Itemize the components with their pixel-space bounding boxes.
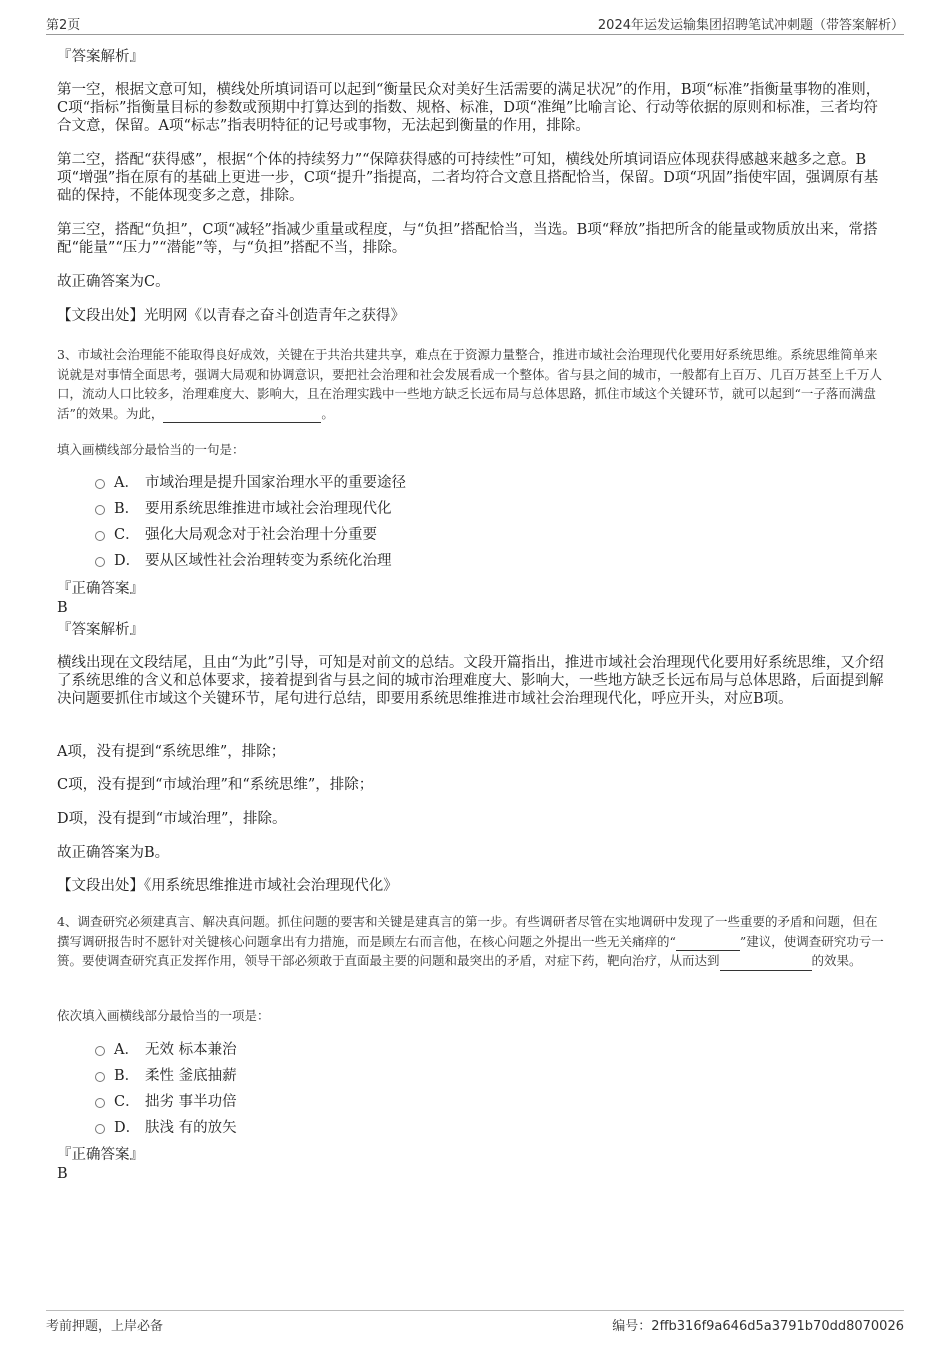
q3-prompt: 填入画横线部分最恰当的一句是： xyxy=(57,442,245,457)
radio-icon[interactable] xyxy=(95,505,105,515)
page-footer xyxy=(46,1310,904,1335)
q4-option-a[interactable]: A． 无效 标本兼治 xyxy=(95,1040,695,1066)
q4-blank-1 xyxy=(676,936,740,951)
footer-serial: 编号：2ffb316f9a646d5a3791b70dd8070026 xyxy=(612,1319,904,1334)
q3-conclusion: 故正确答案为B。 xyxy=(57,845,170,861)
q4-options xyxy=(95,1040,695,1144)
radio-icon[interactable] xyxy=(95,1046,105,1056)
q2-analysis-para1: 第一空，根据文意可知，横线处所填词语可以起到“衡量民众对美好生活需要的满足状况”的作用，B项“标准”指衡量事物的准则，C项“指标”指衡量目标的参数或预期中打算达到的指数、规格、标准，D项“准绳”比喻言论、行动等依据的原则和标准，三者均符合文意，保留。A项“标志”指表明特征的记号或事物，无法起到衡量的作用，排除。 xyxy=(57,82,881,134)
q4-option-d[interactable]: D． 肤浅 有的放矢 xyxy=(95,1118,695,1144)
q2-conclusion: 故正确答案为C。 xyxy=(57,274,170,290)
q3-option-a[interactable]: A． 市域治理是提升国家治理水平的重要途径 xyxy=(95,473,695,499)
radio-icon[interactable] xyxy=(95,479,105,489)
q3-line-d: D项，没有提到“市域治理”，排除。 xyxy=(57,811,287,827)
page-number: 第2页 xyxy=(46,18,81,33)
q2-analysis-title: 『答案解析』 xyxy=(57,49,144,65)
radio-icon[interactable] xyxy=(95,557,105,567)
radio-icon[interactable] xyxy=(95,1124,105,1134)
q4-answer-title: 『正确答案』 xyxy=(57,1147,144,1163)
q3-answer-blank xyxy=(163,408,321,423)
footer-slogan: 考前押题，上岸必备 xyxy=(46,1319,164,1334)
q3-analysis-title: 『答案解析』 xyxy=(57,622,144,638)
q3-stem: 3、市域社会治理能不能取得良好成效，关键在于共治共建共享，难点在于资源力量整合，推进市域社会治理现代化要用好系统思维。系统思维简单来说就是对事情全面思考，强调大局观和协调意识，要把社会治理和社会发展看成一个整体。省与县之间的城市，一般都有上百万、几百万甚至上千万人口，流动人口比较多，治理难度大、影响大，且在治理实践中一些地方缺乏长远布局与总体思路，抓住市域这个关键环节，就可以起到“一子落而满盘活”的效果。为此， 。 xyxy=(57,345,889,423)
radio-icon[interactable] xyxy=(95,1072,105,1082)
q2-analysis-para2: 第二空，搭配“获得感”，根据“个体的持续努力”“保障获得感的可持续性”可知，横线处所填词语应体现获得感越来越多之意。B项“增强”指在原有的基础上更进一步，C项“提升”指提高，二者均符合文意且搭配恰当，保留。D项“巩固”指使牢固，强调原有基础的保持，不能体现变多之意，排除。 xyxy=(57,152,879,204)
q4-stem: 4、调查研究必须建真言、解决真问题。抓住问题的要害和关键是建真言的第一步。有些调研者尽管在实地调研中发现了一些重要的矛盾和问题，但在撰写调研报告时不愿针对关键核心问题拿出有力措施，而是顾左右而言他，在核心问题之外提出一些无关痛痒的“ ”建议，使调查研究功亏一篑。要使调查研究真正发挥作用，领导干部必须敢于直面最主要的问题和最突出的矛盾，对症下药，靶向治疗，从而达到 的效果。 xyxy=(57,912,889,971)
q2-source: 【文段出处】光明网《以青春之奋斗创造青年之获得》 xyxy=(57,308,405,324)
q3-line-c: C项，没有提到“市域治理”和“系统思维”，排除； xyxy=(57,777,374,793)
q3-source: 【文段出处】《用系统思维推进市域社会治理现代化》 xyxy=(57,878,398,894)
q4-blank-2 xyxy=(720,956,812,971)
q3-option-b[interactable]: B． 要用系统思维推进市域社会治理现代化 xyxy=(95,499,695,525)
radio-icon[interactable] xyxy=(95,1098,105,1108)
q3-option-c[interactable]: C． 强化大局观念对于社会治理十分重要 xyxy=(95,525,695,551)
q4-option-b[interactable]: B． 柔性 釜底抽薪 xyxy=(95,1066,695,1092)
q4-prompt: 依次填入画横线部分最恰当的一项是： xyxy=(57,1008,270,1023)
page-header xyxy=(46,12,904,35)
q2-analysis-para3: 第三空，搭配“负担”，C项“减轻”指减少重量或程度，与“负担”搭配恰当，当选。B项“释放”指把所含的能量或物质放出来，常搭配“能量”“压力”“潜能”等，与“负担”搭配不当，排除。 xyxy=(57,222,878,256)
q3-analysis: 横线出现在文段结尾，且由“为此”引导，可知是对前文的总结。文段开篇指出，推进市域社会治理现代化要用好系统思维，又介绍了系统思维的含义和总体要求，接着提到省与县之间的城市治理难度大、影响大，一些地方缺乏长远布局与总体思路，后面提到解决问题要抓住市域这个关键环节，尾句进行总结，即要用系统思维推进市域社会治理现代化，呼应开头，对应B项。 xyxy=(57,655,884,707)
q3-option-d[interactable]: D． 要从区域性社会治理转变为系统化治理 xyxy=(95,551,695,577)
q4-option-c[interactable]: C． 拙劣 事半功倍 xyxy=(95,1092,695,1118)
radio-icon[interactable] xyxy=(95,531,105,541)
q4-answer: B xyxy=(57,1166,68,1182)
q3-answer-title: 『正确答案』 xyxy=(57,581,144,597)
q3-options xyxy=(95,473,695,577)
q3-line-a: A项，没有提到“系统思维”，排除； xyxy=(57,744,286,760)
q3-answer: B xyxy=(57,600,68,616)
document-title: 2024年运发运输集团招聘笔试冲刺题（带答案解析） xyxy=(597,18,904,33)
